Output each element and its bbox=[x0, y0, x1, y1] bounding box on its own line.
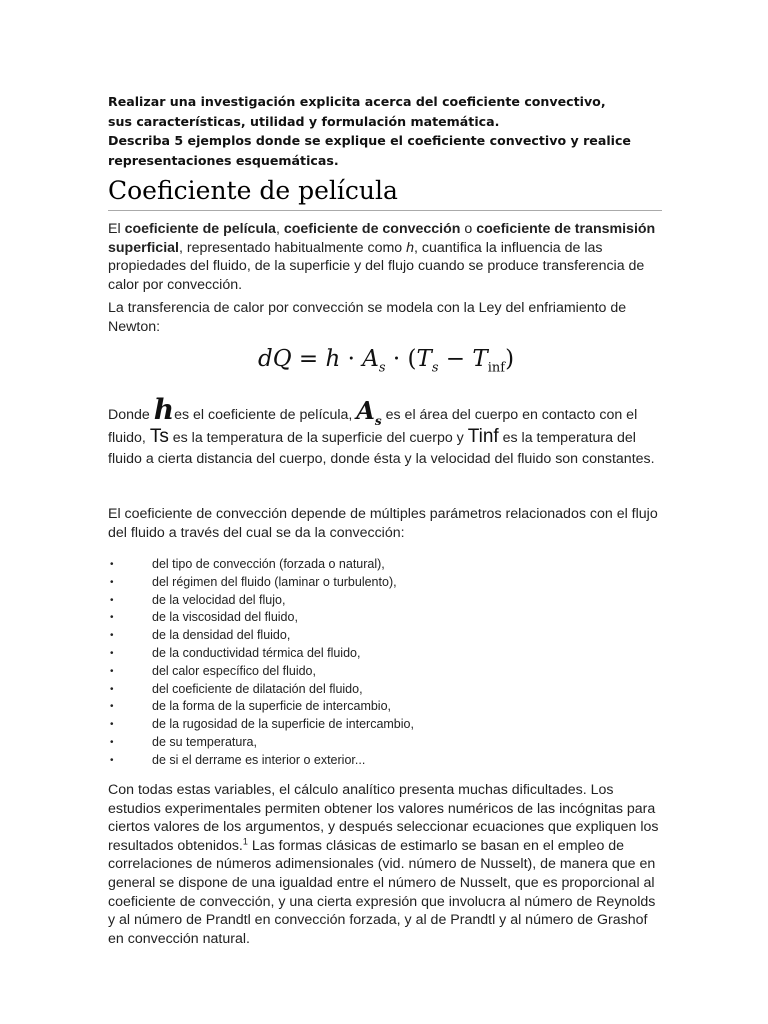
reference-superscript: 1 bbox=[242, 836, 248, 847]
formula-sub-s: s bbox=[431, 360, 439, 376]
text-run: o bbox=[460, 221, 477, 237]
list-item-text: de la rugosidad de la superficie de intercambio, bbox=[152, 717, 414, 732]
list-item bbox=[108, 645, 628, 663]
list-item bbox=[108, 681, 628, 699]
bullet-icon: • bbox=[110, 559, 114, 570]
bullet-icon: • bbox=[110, 683, 114, 695]
parameters-intro-paragraph: El coeficiente de convección depende de múltiples parámetros relacionados con el flujo del fluido a través del cual se da la convección: bbox=[108, 506, 658, 541]
bullet-icon: • bbox=[110, 612, 114, 624]
text-run: es el coeficiente de película, bbox=[174, 407, 357, 423]
bullet-icon: • bbox=[110, 736, 114, 748]
bold-term: coeficiente de transmisión superficial bbox=[108, 221, 656, 256]
text-run: Donde bbox=[108, 407, 154, 423]
instruction-line-1: Realizar una investigación explicita acerca del coeficiente convectivo, bbox=[108, 94, 606, 109]
list-item bbox=[108, 609, 628, 627]
formula-h: h bbox=[325, 346, 341, 372]
list-item-text: de la forma de la superficie de intercambio, bbox=[152, 699, 392, 714]
bullet-icon: • bbox=[110, 701, 114, 713]
bullet-icon: • bbox=[110, 630, 114, 642]
bold-term: coeficiente de convección bbox=[283, 221, 461, 237]
newton-law-paragraph: La transferencia de calor por convección se modela con la Ley del enfriamiento de Newton: bbox=[108, 300, 627, 335]
bold-term: coeficiente de película bbox=[124, 221, 276, 237]
instruction-line-4: representaciones esquemáticas. bbox=[108, 152, 339, 168]
section-heading: Coeficiente de película bbox=[108, 176, 662, 211]
formula-paren: ) bbox=[505, 346, 515, 372]
instruction-line-2: sus características, utilidad y formulación matemática. bbox=[108, 113, 500, 129]
bullet-icon: • bbox=[110, 754, 114, 766]
formula-dot: · bbox=[385, 346, 408, 372]
symbol-as bbox=[356, 396, 382, 428]
list-item bbox=[108, 556, 628, 574]
list-item bbox=[108, 734, 628, 752]
symbol-a-sub: s bbox=[374, 413, 382, 428]
list-item-text: del coeficiente de dilatación del fluido, bbox=[152, 681, 363, 696]
text-run: , representado habitualmente como bbox=[178, 239, 407, 256]
list-item bbox=[108, 663, 628, 681]
symbol-tinf: Tinf bbox=[467, 426, 499, 447]
list-item bbox=[108, 574, 628, 592]
list-item-text: de la conductividad térmica del fluido, bbox=[152, 645, 361, 660]
bullet-icon: • bbox=[110, 576, 114, 588]
parameters-list bbox=[108, 556, 628, 770]
text-run: , cuantifica la influencia de las propiedades del fluido, de la superficie y del flujo cuando se produce transferencia de calor por convección. bbox=[108, 239, 645, 293]
list-item-text: del calor específico del fluido, bbox=[152, 663, 316, 678]
list-item-text: de la velocidad del flujo, bbox=[152, 592, 286, 607]
list-item bbox=[108, 752, 628, 770]
text-run: es el área del cuerpo en contacto con el fluido, bbox=[108, 407, 638, 446]
list-item-text: de la densidad del fluido, bbox=[152, 628, 291, 643]
assignment-instructions bbox=[108, 92, 668, 170]
formula-paren: ( bbox=[407, 346, 417, 372]
formula-t: T bbox=[472, 346, 488, 372]
formula-sub-inf: inf bbox=[487, 360, 506, 376]
list-item bbox=[108, 627, 628, 645]
italic-symbol: h bbox=[406, 239, 414, 256]
formula-t: T bbox=[416, 346, 432, 372]
formula-a: A bbox=[362, 346, 379, 372]
text-run: es la temperatura del fluido a cierta distancia del cuerpo, donde ésta y la velocidad del fluido son constantes. bbox=[108, 430, 655, 467]
text-run: El bbox=[108, 221, 125, 237]
list-item-text: de la viscosidad del fluido, bbox=[152, 610, 298, 625]
list-item bbox=[108, 698, 628, 716]
definition-paragraph bbox=[108, 220, 664, 294]
formula-dot: · bbox=[340, 346, 363, 372]
text-run: Las formas clásicas de estimarlo se basan en el empleo de correlaciones de números adimensionales (vid. número de Nusselt), de manera que en general se dispone de una igualdad entre el número de Nusselt, que es proporcional al coeficiente de convección, y una cierta expresión que involucra al número de Reynolds y al número de Prandtl en convección forzada, y al de Prandtl y al número de Grashof en convección natural. bbox=[108, 837, 656, 947]
bullet-icon: • bbox=[110, 665, 114, 677]
text-run: , bbox=[275, 221, 284, 237]
symbol-a: A bbox=[356, 396, 375, 425]
list-item-text: del tipo de convección (forzada o natural), bbox=[152, 557, 385, 571]
symbols-paragraph bbox=[108, 393, 664, 470]
text-run: Con todas estas variables, el cálculo analítico presenta muchas dificultades. Los estudios experimentales permiten obtener los valores numéricos de las incógnitas para ciertos valores de los argumentos, y después seleccionar ecuaciones que expliquen los resultados obtenidos. bbox=[108, 782, 659, 854]
formula-sub-s: s bbox=[378, 360, 386, 376]
bullet-icon: • bbox=[110, 647, 114, 659]
formula-equals: = bbox=[291, 346, 326, 372]
symbol-ts: Ts bbox=[149, 426, 169, 447]
bullet-icon: • bbox=[110, 594, 114, 606]
instruction-line-3: Describa 5 ejemplos donde se explique el coeficiente convectivo y realice bbox=[108, 133, 631, 148]
list-item-text: de si el derrame es interior o exterior... bbox=[152, 752, 366, 767]
list-item-text: del régimen del fluido (laminar o turbulento), bbox=[152, 574, 397, 589]
list-item bbox=[108, 716, 628, 734]
bullet-icon: • bbox=[110, 719, 114, 731]
text-run: es la temperatura de la superficie del cuerpo y bbox=[168, 430, 468, 446]
analysis-paragraph bbox=[108, 781, 664, 948]
formula-lhs: dQ bbox=[258, 346, 292, 372]
list-item bbox=[108, 592, 628, 610]
symbol-h: h bbox=[153, 393, 175, 426]
newton-cooling-formula bbox=[258, 346, 514, 376]
formula-minus: − bbox=[438, 346, 473, 372]
list-item-text: de su temperatura, bbox=[152, 734, 257, 749]
